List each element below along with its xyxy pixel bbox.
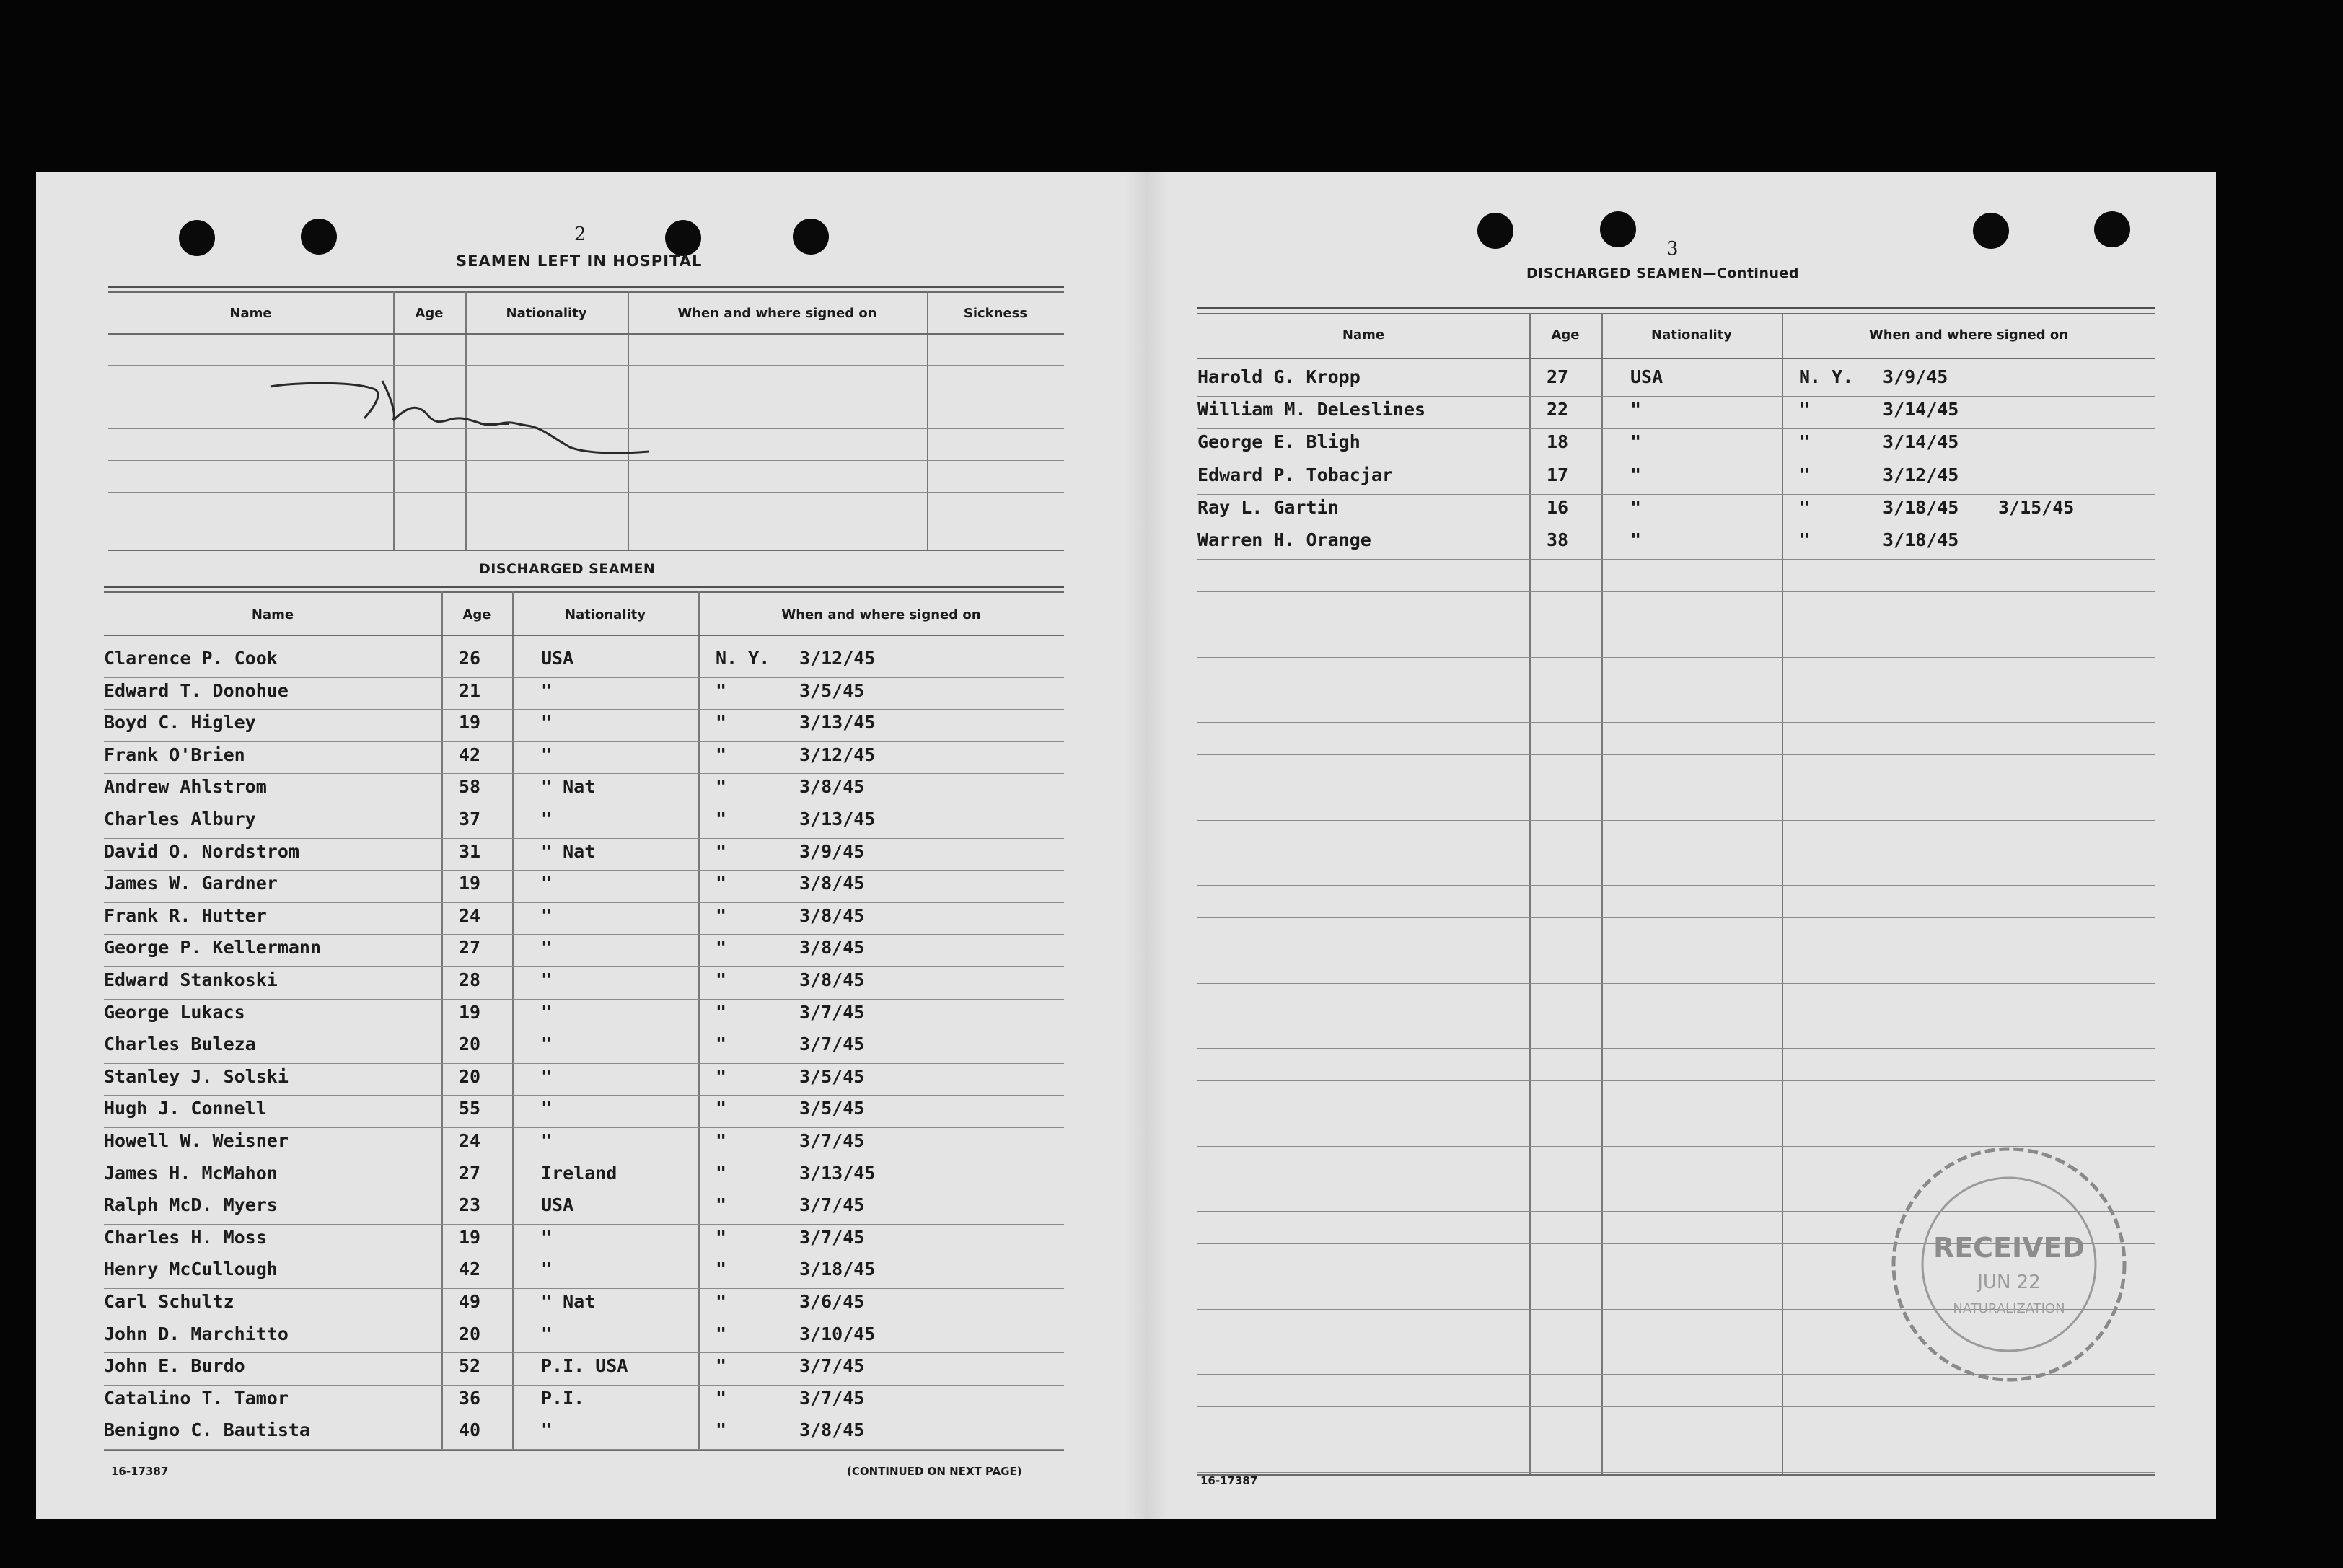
column-divider bbox=[1782, 313, 1783, 1474]
signed-on-date: 3/5/45 bbox=[799, 1098, 865, 1119]
seaman-name: George P. Kellermann bbox=[104, 937, 322, 959]
seaman-name: Charles Albury bbox=[104, 809, 256, 829]
seaman-name: James W. Gardner bbox=[104, 873, 278, 894]
row-rule bbox=[104, 1288, 1064, 1289]
seaman-age: 21 bbox=[459, 679, 481, 701]
row-rule bbox=[104, 677, 1064, 678]
seaman-age: 31 bbox=[459, 840, 481, 862]
seaman-name: John D. Marchitto bbox=[104, 1323, 289, 1344]
seaman-nationality: USA bbox=[541, 648, 574, 669]
page-number: 3 bbox=[1666, 238, 1679, 260]
signed-on-date: 3/8/45 bbox=[799, 873, 865, 894]
seaman-nationality: " bbox=[541, 1098, 553, 1119]
seaman-age: 19 bbox=[459, 1226, 481, 1248]
seaman-age: 18 bbox=[1547, 431, 1569, 453]
signed-on-place: " bbox=[716, 1226, 727, 1248]
seaman-age: 24 bbox=[459, 1130, 481, 1151]
seaman-age: 55 bbox=[459, 1098, 481, 1119]
row-rule bbox=[104, 966, 1064, 967]
header-rule bbox=[108, 333, 1064, 335]
seaman-nationality: " bbox=[541, 937, 553, 959]
seaman-age: 16 bbox=[1547, 496, 1569, 518]
signed-on-place: " bbox=[716, 937, 727, 959]
signed-on-place: " bbox=[716, 1323, 727, 1344]
signed-on-place: " bbox=[716, 1419, 727, 1441]
signed-on-date: 3/8/45 bbox=[799, 904, 865, 926]
seaman-nationality: " bbox=[1630, 399, 1642, 420]
seaman-name: Edward Stankoski bbox=[104, 969, 278, 990]
signed-on-place: " bbox=[1799, 496, 1811, 518]
seaman-name: Catalino T. Tamor bbox=[104, 1387, 289, 1409]
signed-on-date: 3/13/45 bbox=[799, 1162, 876, 1184]
seaman-age: 24 bbox=[459, 904, 481, 926]
seaman-nationality: " bbox=[541, 744, 553, 765]
signed-on-date: 3/9/45 bbox=[1883, 366, 1948, 387]
seaman-age: 49 bbox=[459, 1291, 481, 1312]
column-header: Nationality bbox=[506, 306, 587, 321]
signed-on-date: 3/8/45 bbox=[799, 937, 865, 959]
row-rule bbox=[1197, 494, 2155, 495]
seaman-nationality: " bbox=[541, 969, 553, 990]
seaman-name: Edward T. Donohue bbox=[104, 679, 289, 701]
signed-on-date: 3/8/45 bbox=[799, 969, 865, 990]
seaman-age: 19 bbox=[459, 873, 481, 894]
row-rule bbox=[104, 1127, 1064, 1128]
seaman-nationality: " bbox=[541, 873, 553, 894]
row-rule bbox=[1197, 591, 2155, 592]
table-rule bbox=[1197, 1474, 2155, 1476]
signed-on-place: " bbox=[716, 1065, 727, 1087]
signed-on-place: " bbox=[716, 969, 727, 990]
seaman-nationality: " bbox=[541, 809, 553, 829]
row-rule bbox=[1197, 885, 2155, 886]
seaman-age: 23 bbox=[459, 1194, 481, 1216]
signed-on-date: 3/18/45 bbox=[1883, 496, 1959, 518]
column-header: Nationality bbox=[1651, 327, 1732, 343]
seaman-name: John E. Burdo bbox=[104, 1355, 245, 1377]
signed-on-place: " bbox=[716, 776, 727, 798]
seaman-age: 28 bbox=[459, 969, 481, 990]
row-rule bbox=[108, 492, 1064, 493]
seaman-name: Andrew Ahlstrom bbox=[104, 776, 267, 798]
signed-on-place: " bbox=[716, 1001, 727, 1023]
signed-on-date: 3/18/45 bbox=[799, 1259, 876, 1280]
seaman-nationality: " bbox=[541, 679, 553, 701]
seaman-nationality: P.I. USA bbox=[541, 1355, 628, 1377]
signed-on-date: 3/7/45 bbox=[799, 1194, 865, 1216]
seaman-age: 58 bbox=[459, 776, 481, 798]
hospital-section-title: SEAMEN LEFT IN HOSPITAL bbox=[456, 252, 703, 270]
seaman-age: 17 bbox=[1547, 464, 1569, 485]
row-rule bbox=[1197, 754, 2155, 755]
signed-on-date: 3/9/45 bbox=[799, 840, 865, 862]
seaman-nationality: USA bbox=[541, 1194, 574, 1216]
seaman-age: 36 bbox=[459, 1387, 481, 1409]
row-rule bbox=[1197, 1080, 2155, 1081]
received-stamp bbox=[1883, 1138, 2135, 1391]
seaman-age: 42 bbox=[459, 744, 481, 765]
signed-on-place: " bbox=[716, 1355, 727, 1377]
signed-on-date: 3/12/45 bbox=[799, 744, 876, 765]
column-header: Name bbox=[1342, 327, 1385, 343]
row-rule bbox=[104, 870, 1064, 871]
seaman-name: William M. DeLeslines bbox=[1197, 399, 1426, 420]
seaman-name: Charles H. Moss bbox=[104, 1226, 267, 1248]
signed-on-date: 3/14/45 bbox=[1883, 399, 1959, 420]
row-rule bbox=[104, 1385, 1064, 1386]
signed-on-date: 3/7/45 bbox=[799, 1226, 865, 1248]
header-rule bbox=[104, 635, 1064, 636]
row-rule bbox=[104, 773, 1064, 774]
header-rule bbox=[1197, 358, 2155, 359]
signed-on-place: " bbox=[716, 712, 727, 734]
table-rule bbox=[108, 286, 1064, 288]
seaman-nationality: " bbox=[541, 1001, 553, 1023]
row-rule bbox=[104, 1063, 1064, 1064]
signed-on-date: 3/12/45 bbox=[799, 648, 876, 669]
punch-hole bbox=[179, 220, 215, 256]
form-number: 16-17387 bbox=[111, 1465, 169, 1478]
row-rule bbox=[1197, 983, 2155, 984]
stamp-received-text: RECEIVED bbox=[1933, 1232, 2085, 1264]
punch-hole bbox=[1477, 213, 1513, 249]
row-rule bbox=[1197, 1406, 2155, 1407]
seaman-nationality: " bbox=[541, 1323, 553, 1344]
table-rule bbox=[104, 591, 1064, 593]
seaman-name: Edward P. Tobacjar bbox=[1197, 464, 1393, 485]
seaman-age: 20 bbox=[459, 1065, 481, 1087]
page-fold bbox=[1125, 172, 1169, 1519]
seaman-age: 52 bbox=[459, 1355, 481, 1377]
column-header: Sickness bbox=[963, 306, 1028, 321]
seaman-nationality: Ireland bbox=[541, 1162, 617, 1184]
row-rule bbox=[104, 1095, 1064, 1096]
seaman-nationality: " bbox=[541, 904, 553, 926]
punch-hole bbox=[2094, 211, 2130, 247]
punch-hole bbox=[665, 220, 701, 256]
seaman-nationality: USA bbox=[1630, 366, 1663, 387]
row-rule bbox=[104, 741, 1064, 742]
signed-on-place: " bbox=[1799, 399, 1811, 420]
row-rule bbox=[1197, 1472, 2155, 1473]
seaman-nationality: " bbox=[541, 1226, 553, 1248]
seaman-age: 40 bbox=[459, 1419, 481, 1441]
table-rule bbox=[1197, 307, 2155, 309]
row-rule bbox=[1197, 559, 2155, 560]
table-rule bbox=[108, 550, 1064, 551]
discharged-continued-title: DISCHARGED SEAMEN—Continued bbox=[1526, 265, 1799, 281]
seaman-name: Warren H. Orange bbox=[1197, 529, 1371, 550]
seaman-age: 37 bbox=[459, 809, 481, 829]
row-rule bbox=[1197, 396, 2155, 397]
punch-hole bbox=[1973, 213, 2009, 249]
seaman-name: Carl Schultz bbox=[104, 1291, 234, 1312]
seaman-nationality: P.I. bbox=[541, 1387, 585, 1409]
column-header: Name bbox=[251, 607, 294, 622]
seaman-nationality: " bbox=[541, 1259, 553, 1280]
column-header: Age bbox=[415, 306, 444, 321]
signed-on-place: " bbox=[716, 840, 727, 862]
row-rule bbox=[1197, 428, 2155, 429]
signed-on-place: " bbox=[716, 904, 727, 926]
seaman-name: George E. Bligh bbox=[1197, 431, 1360, 453]
seaman-name: Benigno C. Bautista bbox=[104, 1419, 310, 1441]
punch-hole bbox=[1600, 211, 1636, 247]
signed-on-place: " bbox=[716, 1098, 727, 1119]
signed-on-date: 3/8/45 bbox=[799, 776, 865, 798]
seaman-age: 19 bbox=[459, 1001, 481, 1023]
signed-on-date: 3/6/45 bbox=[799, 1291, 865, 1312]
signed-on-place: " bbox=[716, 1162, 727, 1184]
continued-note: (CONTINUED ON NEXT PAGE) bbox=[847, 1465, 1022, 1478]
seaman-nationality: " bbox=[1630, 464, 1642, 485]
signed-on-place: " bbox=[716, 873, 727, 894]
signed-on-date: 3/13/45 bbox=[799, 712, 876, 734]
row-rule bbox=[1197, 820, 2155, 821]
seaman-name: James H. McMahon bbox=[104, 1162, 278, 1184]
column-header: Nationality bbox=[565, 607, 646, 622]
seaman-name: David O. Nordstrom bbox=[104, 840, 299, 862]
page-number: 2 bbox=[574, 224, 586, 245]
signed-on-date: 3/10/45 bbox=[799, 1323, 876, 1344]
seaman-nationality: " bbox=[541, 1065, 553, 1087]
signed-on-date: 3/18/45 bbox=[1883, 529, 1959, 550]
signed-on-place: N. Y. bbox=[1799, 366, 1854, 387]
column-header: When and where signed on bbox=[1868, 327, 2069, 343]
column-header: Age bbox=[462, 607, 491, 622]
row-rule bbox=[104, 1352, 1064, 1353]
punch-hole bbox=[301, 219, 337, 255]
seaman-name: Howell W. Weisner bbox=[104, 1130, 289, 1151]
signed-on-place: " bbox=[716, 1387, 727, 1409]
column-header: Age bbox=[1551, 327, 1580, 343]
seaman-name: Ralph McD. Myers bbox=[104, 1194, 278, 1216]
seaman-nationality: " bbox=[541, 712, 553, 734]
signed-on-date: 3/13/45 bbox=[799, 809, 876, 829]
signed-on-place: " bbox=[716, 744, 727, 765]
seaman-nationality: " bbox=[1630, 431, 1642, 453]
signed-on-place: " bbox=[716, 1291, 727, 1312]
row-rule bbox=[104, 999, 1064, 1000]
seaman-age: 27 bbox=[459, 1162, 481, 1184]
seaman-name: George Lukacs bbox=[104, 1001, 245, 1023]
seaman-name: Clarence P. Cook bbox=[104, 648, 278, 669]
seaman-nationality: " Nat bbox=[541, 840, 596, 862]
row-rule bbox=[104, 934, 1064, 935]
column-divider bbox=[1601, 313, 1603, 1474]
handwritten-none bbox=[267, 374, 685, 482]
discharged-section-title: DISCHARGED SEAMEN bbox=[479, 561, 656, 577]
document-sheet bbox=[36, 172, 2216, 1519]
stamp-date-text: JUN 22 bbox=[1977, 1272, 2041, 1293]
seaman-name: Harold G. Kropp bbox=[1197, 366, 1360, 387]
signed-on-date: 3/14/45 bbox=[1883, 431, 1959, 453]
signed-on-place: " bbox=[716, 1034, 727, 1055]
corrected-date: 3/15/45 bbox=[1998, 496, 2075, 518]
form-number: 16-17387 bbox=[1200, 1474, 1258, 1487]
seaman-age: 27 bbox=[459, 937, 481, 959]
signed-on-place: " bbox=[716, 1194, 727, 1216]
signed-on-date: 3/7/45 bbox=[799, 1130, 865, 1151]
signed-on-place: " bbox=[1799, 431, 1811, 453]
seaman-name: Stanley J. Solski bbox=[104, 1065, 289, 1087]
column-header: When and where signed on bbox=[677, 306, 877, 321]
signed-on-place: " bbox=[1799, 529, 1811, 550]
row-rule bbox=[104, 902, 1064, 903]
seaman-age: 26 bbox=[459, 648, 481, 669]
signed-on-place: " bbox=[1799, 464, 1811, 485]
seaman-name: Hugh J. Connell bbox=[104, 1098, 267, 1119]
seaman-age: 38 bbox=[1547, 529, 1569, 550]
signed-on-date: 3/7/45 bbox=[799, 1355, 865, 1377]
seaman-nationality: " bbox=[1630, 529, 1642, 550]
signed-on-date: 3/7/45 bbox=[799, 1001, 865, 1023]
seaman-age: 27 bbox=[1547, 366, 1569, 387]
column-header: Name bbox=[229, 306, 272, 321]
seaman-age: 20 bbox=[459, 1034, 481, 1055]
signed-on-place: N. Y. bbox=[716, 648, 770, 669]
seaman-nationality: " bbox=[541, 1419, 553, 1441]
table-rule bbox=[104, 1450, 1064, 1451]
row-rule bbox=[1197, 722, 2155, 723]
row-rule bbox=[104, 709, 1064, 710]
table-rule bbox=[104, 586, 1064, 588]
seaman-age: 20 bbox=[459, 1323, 481, 1344]
row-rule bbox=[1197, 917, 2155, 918]
signed-on-date: 3/12/45 bbox=[1883, 464, 1959, 485]
signed-on-date: 3/7/45 bbox=[799, 1034, 865, 1055]
seaman-nationality: " bbox=[541, 1130, 553, 1151]
row-rule bbox=[104, 838, 1064, 839]
table-rule bbox=[108, 291, 1064, 293]
seaman-name: Boyd C. Higley bbox=[104, 712, 256, 734]
seaman-nationality: " Nat bbox=[541, 776, 596, 798]
column-divider bbox=[927, 291, 928, 550]
seaman-name: Frank O'Brien bbox=[104, 744, 245, 765]
signed-on-place: " bbox=[716, 1130, 727, 1151]
signed-on-date: 3/5/45 bbox=[799, 679, 865, 701]
seaman-age: 42 bbox=[459, 1259, 481, 1280]
table-rule bbox=[1197, 313, 2155, 314]
row-rule bbox=[108, 365, 1064, 366]
stamp-agency-text: NATURALIZATION bbox=[1953, 1301, 2065, 1316]
row-rule bbox=[1197, 657, 2155, 658]
seaman-name: Charles Buleza bbox=[104, 1034, 256, 1055]
signed-on-place: " bbox=[716, 809, 727, 829]
column-divider bbox=[1529, 313, 1531, 1474]
seaman-nationality: " bbox=[1630, 496, 1642, 518]
signed-on-place: " bbox=[716, 1259, 727, 1280]
column-header: When and where signed on bbox=[781, 607, 981, 622]
seaman-nationality: " Nat bbox=[541, 1291, 596, 1312]
punch-hole bbox=[793, 219, 829, 255]
seaman-age: 19 bbox=[459, 712, 481, 734]
row-rule bbox=[1197, 1048, 2155, 1049]
seaman-nationality: " bbox=[541, 1034, 553, 1055]
signed-on-date: 3/7/45 bbox=[799, 1387, 865, 1409]
seaman-name: Frank R. Hutter bbox=[104, 904, 267, 926]
seaman-name: Ray L. Gartin bbox=[1197, 496, 1339, 518]
signed-on-date: 3/8/45 bbox=[799, 1419, 865, 1441]
signed-on-date: 3/5/45 bbox=[799, 1065, 865, 1087]
seaman-age: 22 bbox=[1547, 399, 1569, 420]
row-rule bbox=[104, 1224, 1064, 1225]
seaman-name: Henry McCullough bbox=[104, 1259, 278, 1280]
signed-on-place: " bbox=[716, 679, 727, 701]
